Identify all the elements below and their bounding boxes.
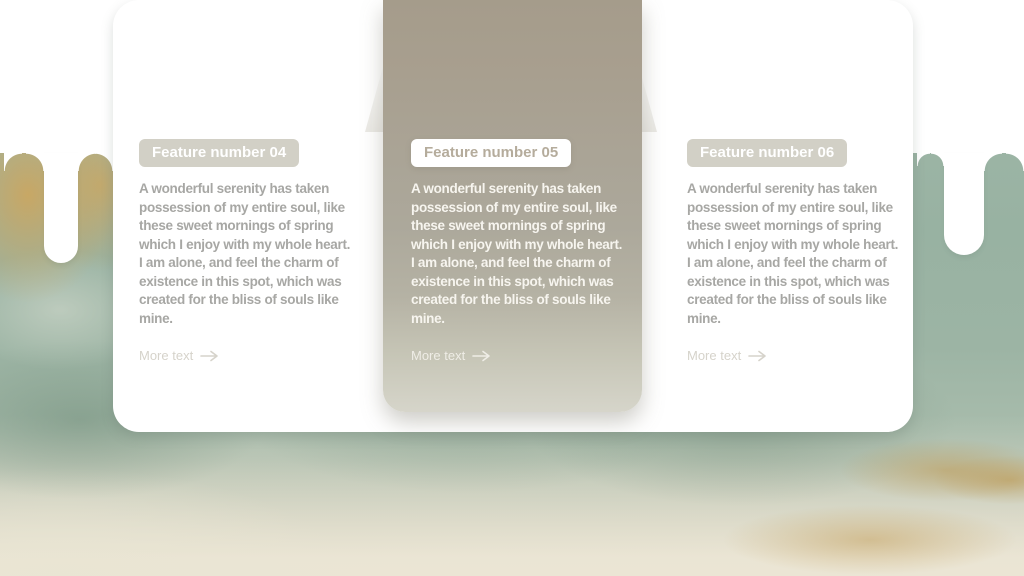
right-arrow-icon (748, 350, 767, 362)
right-arrow-icon (472, 350, 491, 362)
more-text-label: More text (411, 348, 466, 363)
more-text-link[interactable] (411, 348, 491, 363)
corner-filler (917, 153, 930, 166)
white-drip-left (44, 153, 78, 263)
corner-filler (4, 153, 22, 171)
feature-body-text: A wonderful serenity has taken possession of my entire soul, like these sweet mornings of spring which I enjoy with my whole heart. I am alone, and feel the charm of existence in this spot, which was created for the bliss of souls like mine. (411, 181, 623, 326)
feature-card-05 (411, 139, 623, 365)
feature-badge: Feature number 05 (411, 139, 571, 167)
feature-body-text: A wonderful serenity has taken possession of my entire soul, like these sweet mornings of spring which I enjoy with my whole heart. I am alone, and feel the charm of existence in this spot, which was created for the bliss of souls like mine. (687, 181, 899, 326)
white-drip-right (944, 153, 984, 255)
more-text-link[interactable] (687, 348, 767, 363)
corner-filler (26, 153, 44, 171)
corner-filler (1006, 153, 1024, 171)
corner-filler (78, 153, 96, 171)
right-arrow-icon (200, 350, 219, 362)
corner-filler (931, 153, 944, 166)
feature-badge: Feature number 04 (139, 139, 299, 167)
more-text-label: More text (139, 348, 194, 363)
more-text-label: More text (687, 348, 742, 363)
feature-card-06 (687, 139, 899, 365)
corner-filler (95, 153, 113, 171)
feature-badge: Feature number 06 (687, 139, 847, 167)
feature-card-04 (139, 139, 351, 365)
feature-body-text: A wonderful serenity has taken possession of my entire soul, like these sweet mornings of spring which I enjoy with my whole heart. I am alone, and feel the charm of existence in this spot, which was created for the bliss of souls like mine. (139, 181, 351, 326)
corner-filler (984, 153, 1002, 171)
more-text-link[interactable] (139, 348, 219, 363)
